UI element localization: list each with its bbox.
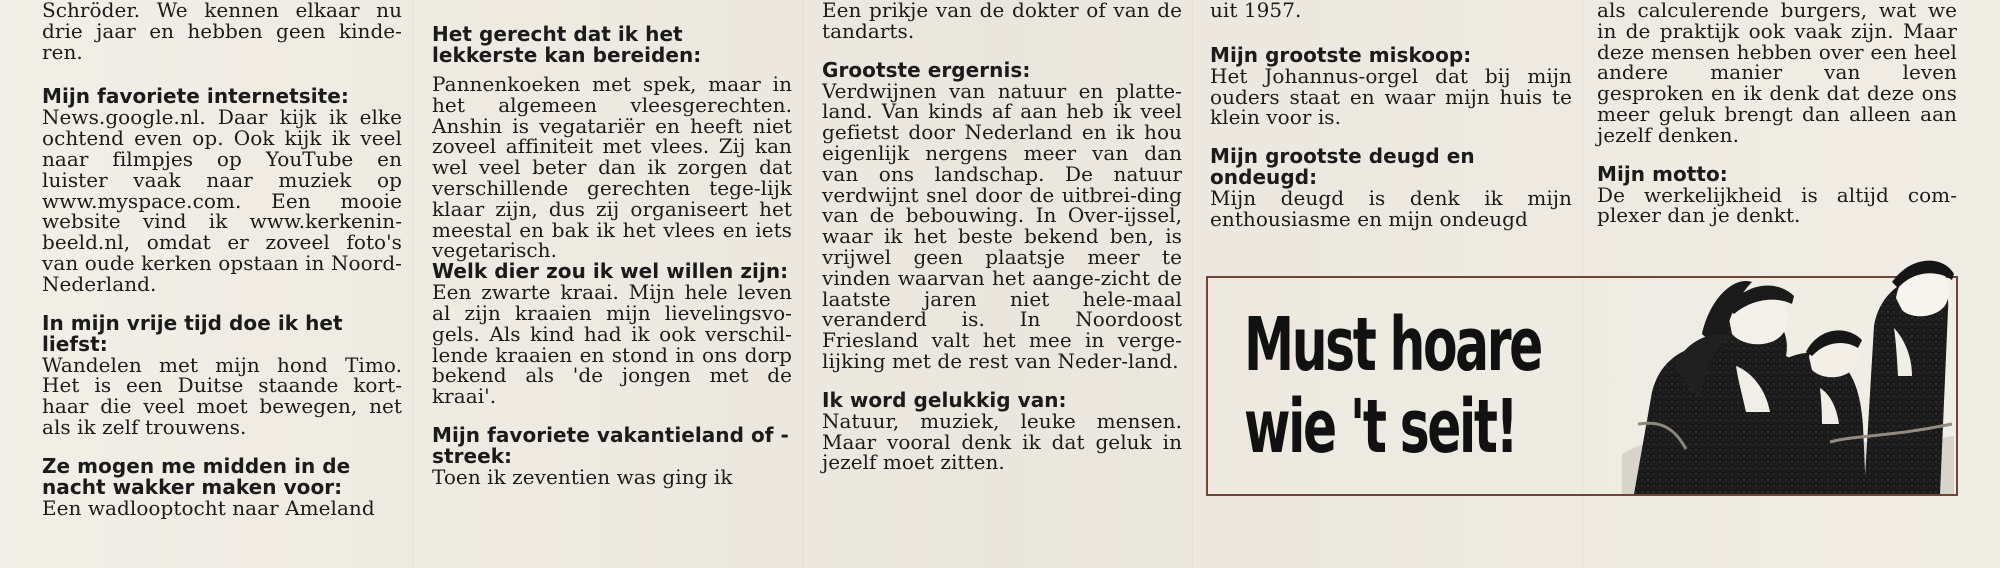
question-heading: Welk dier zou ik wel willen zijn: bbox=[432, 259, 789, 284]
article-paragraph: Natuur, muziek, leuke mensen. Maar vooral denk ik dat geluk in jezelf moet zitten. bbox=[822, 408, 1182, 475]
article-paragraph: Mijn deugd is denk ik mijn enthousiasme en mijn ondeugd bbox=[1210, 186, 1572, 231]
question-heading: In mijn vrije tijd doe ik het liefst: bbox=[42, 310, 343, 356]
article-paragraph: Toen ik zeventien was ging ik bbox=[432, 464, 733, 489]
column-rule bbox=[802, 0, 803, 568]
article-paragraph: Verdwijnen van natuur en platte-land. Van kinds af aan heb ik veel gefietst door Nederland en ik hou eigenlijk nergens meer van dan van ons landschap. De natuur verdwijnt snel door de uitbrei-ding van de bebouwing. In Over-ijssel, waar ik het beste bekend ben, is vrijwel geen plaatsje meer te vinden waarvan het aange-zicht de laatste jaren niet hele-maal veranderd is. In Noordoost Friesland valt het mee in verge-lijking met de rest van Neder-land. bbox=[822, 78, 1182, 373]
column-rule bbox=[412, 0, 413, 568]
question-heading: Ik word gelukkig van: bbox=[822, 387, 1067, 412]
article-paragraph: Wandelen met mijn hond Timo. Het is een Duitse staande kort-haar die veel moet bewegen, net als ik zelf trouwens. bbox=[42, 352, 402, 439]
article-paragraph: Een zwarte kraai. Mijn hele leven al zijn kraaien mijn lievelingsvo-gels. Als kind had ik ook verschil-lende kraaien en stond in ons dorp bekend als 'de jongen met de kraai'. bbox=[432, 280, 792, 409]
article-paragraph: Een wadlooptocht naar Ameland bbox=[42, 495, 375, 520]
article-paragraph: Het Johannus-orgel dat bij mijn ouders staat en waar mijn huis te klein voor is. bbox=[1210, 63, 1572, 130]
article-paragraph: uit 1957. bbox=[1210, 0, 1302, 22]
people-photo-icon bbox=[1616, 244, 1956, 494]
article-paragraph: Een prikje van de dokter of van de tandarts. bbox=[822, 0, 1182, 43]
article-paragraph: Schröder. We kennen elkaar nu drie jaar en hebben geen kinde-ren. bbox=[42, 0, 402, 64]
article-paragraph: De werkelijkheid is altijd com-plexer dan je denkt. bbox=[1597, 182, 1957, 228]
article-column-5 bbox=[1597, 0, 1957, 226]
promo-box bbox=[1206, 276, 1958, 496]
question-heading: Ze mogen me midden in de nacht wakker maken voor: bbox=[42, 453, 351, 499]
question-heading: Mijn grootste deugd en ondeugd: bbox=[1210, 144, 1475, 190]
question-heading: Mijn favoriete vakantieland of - streek: bbox=[432, 422, 789, 468]
article-column-1 bbox=[42, 0, 402, 519]
promo-title bbox=[1244, 302, 1541, 470]
article-paragraph: als calculerende burgers, wat we in de praktijk ook vaak zijn. Maar deze mensen hebben over een heel andere manier van leven gesproken en ik denk dat deze ons meer geluk brengt dan alleen aan jezelf denken. bbox=[1597, 0, 1957, 147]
article-column-2 bbox=[432, 0, 792, 488]
article-paragraph: News.google.nl. Daar kijk ik elke ochtend even op. Ook kijk ik veel naar filmpjes op YouTube en luister vaak naar muziek op www.myspace.com. Een mooie website vind ik www.kerkenin-beeld.nl, omdat er zoveel foto's van oude kerken opstaan in Noord-Nederland. bbox=[42, 105, 402, 296]
question-heading: Mijn grootste miskoop: bbox=[1210, 42, 1472, 67]
question-heading: Grootste ergernis: bbox=[822, 57, 1031, 82]
promo-title-line-2: wie 't seit! bbox=[1244, 384, 1517, 470]
article-column-4 bbox=[1210, 0, 1572, 230]
article-column-3 bbox=[822, 0, 1182, 473]
column-rule bbox=[1192, 0, 1193, 568]
question-heading: Mijn favoriete internetsite: bbox=[42, 84, 349, 109]
question-heading: Het gerecht dat ik het lekkerste kan bereiden: bbox=[432, 22, 702, 67]
article-paragraph: Pannenkoeken met spek, maar in het algemeen vleesgerechten. Anshin is vegatariër en heeft niet zoveel affiniteit met vlees. Zij kan wel veel beter dan ik zorgen dat verschillende gerechten tege-lijk klaar zijn, dus zij organiseert het meestal en bak ik het vlees en iets vegetarisch. bbox=[432, 72, 792, 263]
promo-title-line-1: Must hoare bbox=[1244, 302, 1541, 388]
question-heading: Mijn motto: bbox=[1597, 161, 1728, 186]
